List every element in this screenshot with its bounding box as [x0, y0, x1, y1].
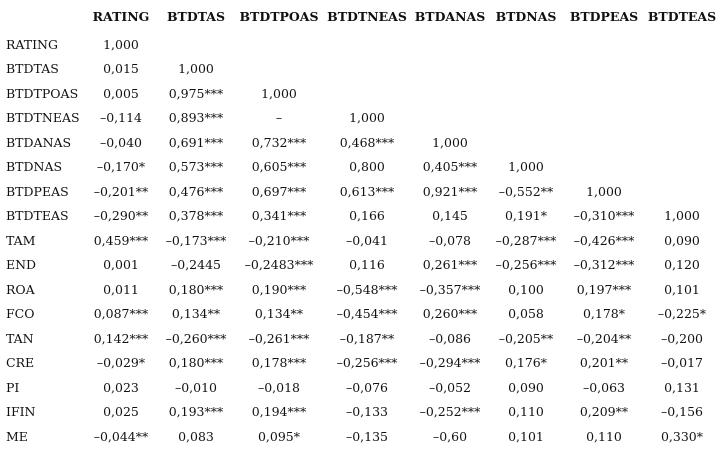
column-header-btdtneas: BTDTNEAS — [327, 8, 407, 24]
table-cell: – — [275, 110, 283, 126]
table-cell: 0,975*** — [168, 85, 224, 101]
table-cell: 0,058 — [508, 306, 544, 322]
table-row — [0, 375, 719, 400]
table-row — [0, 32, 719, 57]
table-cell — [323, 32, 411, 57]
column-header-btdteas: BTDTEAS — [647, 8, 717, 24]
column-header-rating: RATING — [92, 8, 150, 24]
table-cell: –0,454*** — [336, 306, 398, 322]
row-label: IFIN — [6, 404, 36, 420]
table-cell: 0,178* — [582, 306, 626, 322]
table-cell: –0,156 — [660, 404, 704, 420]
table-cell: –0,548*** — [336, 281, 398, 297]
table-cell: –0,312*** — [573, 257, 635, 273]
table-cell: 0,732*** — [251, 134, 307, 150]
table-row — [0, 57, 719, 82]
table-cell: –0,029* — [96, 355, 146, 371]
table-cell: 0,197*** — [576, 281, 632, 297]
table-header — [0, 0, 719, 32]
table-cell: 1,000 — [664, 208, 700, 224]
table-cell — [645, 106, 719, 131]
table-cell: 0,468*** — [339, 134, 395, 150]
table-cell — [489, 130, 563, 155]
table-cell: –0,200 — [660, 330, 704, 346]
table-cell: 0,100 — [508, 281, 544, 297]
table-cell: 0,015 — [103, 61, 139, 77]
row-label: FCO — [6, 306, 35, 322]
table-cell — [563, 32, 645, 57]
row-label: TAN — [6, 330, 34, 346]
row-label: END — [6, 257, 37, 273]
table-cell: –0,294*** — [419, 355, 481, 371]
table-cell: –0,60 — [432, 428, 468, 444]
table-cell: 0,134** — [171, 306, 221, 322]
table-cell — [411, 32, 489, 57]
table-cell — [563, 106, 645, 131]
table-cell: –0,018 — [257, 379, 301, 395]
table-cell: –0,252*** — [419, 404, 481, 420]
column-header-btdtpoas: BTDTPOAS — [239, 8, 319, 24]
table-row — [0, 424, 719, 449]
row-label: BTDNAS — [6, 159, 63, 175]
table-cell: 1,000 — [103, 36, 139, 52]
table-cell: –0,040 — [99, 134, 143, 150]
table-cell: –0,201** — [93, 183, 149, 199]
table-cell — [563, 57, 645, 82]
table-cell: 0,194*** — [251, 404, 307, 420]
table-cell: –0,076 — [345, 379, 389, 395]
table-cell — [323, 81, 411, 106]
table-cell: –0,357*** — [419, 281, 481, 297]
row-label: TAM — [6, 232, 36, 248]
table-row — [0, 400, 719, 425]
table-cell — [645, 130, 719, 155]
row-label: ME — [6, 428, 28, 444]
table-cell: 0,378*** — [168, 208, 224, 224]
table-row — [0, 351, 719, 376]
table-body — [0, 32, 719, 449]
table-cell: –0,225* — [657, 306, 707, 322]
table-cell: –0,310*** — [573, 208, 635, 224]
table-cell: 0,142*** — [93, 330, 149, 346]
table-row — [0, 179, 719, 204]
table-cell — [645, 81, 719, 106]
row-label: BTDTEAS — [6, 208, 69, 224]
table-cell: –0,2483*** — [244, 257, 314, 273]
table-cell — [563, 130, 645, 155]
table-cell: –0,010 — [174, 379, 218, 395]
table-cell: 0,201** — [579, 355, 629, 371]
table-cell — [645, 179, 719, 204]
table-cell: 0,110 — [508, 404, 544, 420]
table-cell: 0,023 — [103, 379, 139, 395]
table-row — [0, 106, 719, 131]
table-cell: –0,044** — [93, 428, 149, 444]
table-cell: –0,041 — [345, 232, 389, 248]
table-cell: –0,017 — [660, 355, 704, 371]
table-row — [0, 302, 719, 327]
table-row — [0, 326, 719, 351]
table-cell: 0,893*** — [168, 110, 224, 126]
table-cell: 0,116 — [349, 257, 385, 273]
table-row — [0, 130, 719, 155]
table-cell: –0,205** — [498, 330, 554, 346]
table-row — [0, 228, 719, 253]
table-cell: 0,605*** — [251, 159, 307, 175]
table-cell: 0,190*** — [251, 281, 307, 297]
column-header-btdnas: BTDNAS — [495, 8, 557, 24]
table-cell: –0,290** — [93, 208, 149, 224]
table-cell: –0,052 — [428, 379, 472, 395]
table-cell: 0,090 — [664, 232, 700, 248]
table-cell: –0,078 — [428, 232, 472, 248]
table-cell: 0,101 — [508, 428, 544, 444]
table-cell: –0,086 — [428, 330, 472, 346]
table-cell: –0,552** — [498, 183, 554, 199]
table-cell: 0,180*** — [168, 355, 224, 371]
table-cell: 1,000 — [349, 110, 385, 126]
row-label: ROA — [6, 281, 35, 297]
column-header-btdtas: BTDTAS — [166, 8, 226, 24]
table-cell: 0,005 — [103, 85, 139, 101]
table-cell: 0,800 — [349, 159, 385, 175]
row-label: BTDANAS — [6, 134, 72, 150]
table-cell: 0,110 — [586, 428, 622, 444]
table-cell — [489, 57, 563, 82]
table-cell: 0,145 — [432, 208, 468, 224]
table-cell: 0,131 — [664, 379, 700, 395]
table-cell: 1,000 — [586, 183, 622, 199]
row-label: BTDTNEAS — [6, 110, 80, 126]
row-label: CRE — [6, 355, 35, 371]
table-cell: –0,260*** — [165, 330, 227, 346]
table-cell: 0,180*** — [168, 281, 224, 297]
table-cell: 0,613*** — [339, 183, 395, 199]
row-label: RATING — [6, 36, 58, 52]
table-cell: 0,459*** — [93, 232, 149, 248]
table-cell: 0,120 — [664, 257, 700, 273]
table-cell: 0,697*** — [251, 183, 307, 199]
table-cell: 0,095* — [257, 428, 301, 444]
table-cell: 0,166 — [349, 208, 385, 224]
table-cell — [157, 32, 235, 57]
table-cell: –0,135 — [345, 428, 389, 444]
table-cell: 0,193*** — [168, 404, 224, 420]
row-label: BTDTPOAS — [6, 85, 79, 101]
table-cell: –0,2445 — [171, 257, 221, 273]
table-row — [0, 81, 719, 106]
table-cell: 1,000 — [178, 61, 214, 77]
table-cell — [235, 57, 323, 82]
table-cell: 0,330* — [660, 428, 704, 444]
table-cell: –0,210*** — [248, 232, 310, 248]
table-cell — [411, 106, 489, 131]
table-cell — [563, 155, 645, 180]
column-header-btdanas: BTDANAS — [414, 8, 486, 24]
table-cell: 0,001 — [103, 257, 139, 273]
table-cell: 1,000 — [261, 85, 297, 101]
table-cell: 0,691*** — [168, 134, 224, 150]
table-cell: 0,341*** — [251, 208, 307, 224]
table-cell: 1,000 — [432, 134, 468, 150]
table-cell: –0,287*** — [495, 232, 557, 248]
table-cell — [645, 155, 719, 180]
table-cell: –0,426*** — [573, 232, 635, 248]
table-cell — [489, 106, 563, 131]
table-cell: –0,204** — [576, 330, 632, 346]
table-cell: –0,256*** — [336, 355, 398, 371]
row-label: PI — [6, 379, 20, 395]
table-row — [0, 204, 719, 229]
table-cell: 0,209** — [579, 404, 629, 420]
column-header-btdpeas: BTDPEAS — [569, 8, 639, 24]
table-cell: 0,025 — [103, 404, 139, 420]
table-cell: 0,405*** — [422, 159, 478, 175]
table-cell: 1,000 — [508, 159, 544, 175]
table-cell: 0,921*** — [422, 183, 478, 199]
table-row — [0, 253, 719, 278]
table-cell: –0,256*** — [495, 257, 557, 273]
table-cell: –0,170* — [96, 159, 146, 175]
table-cell: 0,573*** — [168, 159, 224, 175]
table-cell — [489, 32, 563, 57]
table-cell: 0,260*** — [422, 306, 478, 322]
table-cell: 0,178*** — [251, 355, 307, 371]
table-cell: 0,011 — [103, 281, 139, 297]
table-cell — [563, 81, 645, 106]
table-cell: –0,063 — [582, 379, 626, 395]
table-cell — [235, 32, 323, 57]
table-cell: –0,133 — [345, 404, 389, 420]
table-cell: –0,114 — [99, 110, 143, 126]
table-cell: –0,261*** — [248, 330, 310, 346]
table-cell: 0,134** — [254, 306, 304, 322]
row-label: BTDPEAS — [6, 183, 69, 199]
table-cell: 0,090 — [508, 379, 544, 395]
table-row — [0, 155, 719, 180]
table-cell: –0,187** — [339, 330, 395, 346]
table-cell — [645, 32, 719, 57]
table-cell — [645, 57, 719, 82]
table-cell — [489, 81, 563, 106]
table-cell: –0,173*** — [165, 232, 227, 248]
table-cell: 0,087*** — [93, 306, 149, 322]
table-row — [0, 277, 719, 302]
header-row — [0, 0, 719, 32]
table-cell: 0,476*** — [168, 183, 224, 199]
table-cell — [411, 57, 489, 82]
corner-cell — [0, 0, 85, 32]
table-cell — [411, 81, 489, 106]
table-cell: 0,083 — [178, 428, 214, 444]
table-cell: 0,261*** — [422, 257, 478, 273]
table-cell: 0,176* — [504, 355, 548, 371]
table-cell: 0,191* — [504, 208, 548, 224]
table-cell — [323, 57, 411, 82]
row-label: BTDTAS — [6, 61, 59, 77]
table-cell: 0,101 — [664, 281, 700, 297]
